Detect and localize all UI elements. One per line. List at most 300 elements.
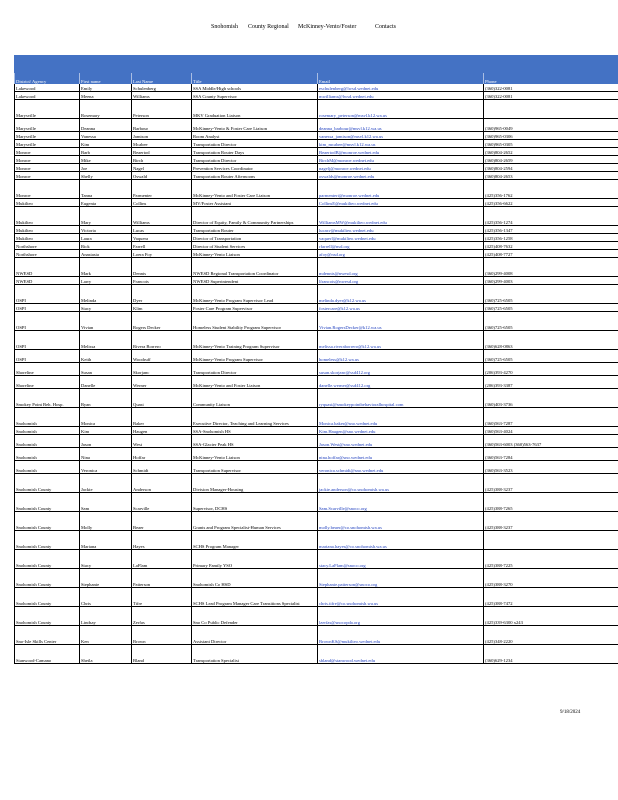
cell-email[interactable]: afoy@nsd.org: [318, 250, 484, 258]
cell-title: Transportation Router: [192, 226, 318, 234]
cell-title: Sno Co Public Defender: [192, 607, 318, 626]
cell-email[interactable]: molly.beaer@co.snohomish.wa.us: [318, 512, 484, 531]
cell-first-name: Emily: [80, 84, 132, 92]
cell-first-name: Stacy: [80, 550, 132, 569]
cell-first-name: Sam: [80, 493, 132, 512]
cell-title: Transportation Director: [192, 140, 318, 148]
table-row: [15, 304, 618, 312]
cell-first-name: Larry: [80, 277, 132, 285]
cell-last-name: Nagel: [132, 164, 192, 172]
cell-agency: Monroe: [15, 156, 80, 164]
cell-last-name: Barbour: [132, 119, 192, 132]
cell-phone: [484, 100, 618, 119]
cell-first-name: Danelle: [80, 376, 132, 389]
contacts-table: [14, 73, 618, 664]
table-row: [15, 250, 618, 258]
cell-phone: (425)408-7727: [484, 250, 618, 258]
cell-phone: (425)356-1347: [484, 226, 618, 234]
cell-email[interactable]: stacy.LaFlam@snoco.org: [318, 550, 484, 569]
table-row: [15, 607, 618, 626]
cell-phone: (360)628-0863: [484, 331, 618, 350]
cell-phone: (425)388-3270: [484, 569, 618, 588]
cell-agency: NWESD: [15, 277, 80, 285]
cell-last-name: Williams: [132, 92, 192, 100]
cell-agency: Monroe: [15, 148, 80, 156]
cell-agency: Monroe: [15, 164, 80, 172]
cell-phone: (206)393-4270: [484, 363, 618, 376]
cell-agency: OSPI: [15, 285, 80, 304]
cell-first-name: Ryan: [80, 389, 132, 408]
cell-agency: Lakewood: [15, 92, 80, 100]
cell-first-name: Sheila: [80, 645, 132, 664]
cell-phone: (360)804-2659: [484, 156, 618, 164]
cell-last-name: Brown: [132, 626, 192, 645]
cell-phone: (360)322-0081: [484, 84, 618, 92]
cell-email[interactable]: veronica.schmidt@sno.wednet.edu: [318, 461, 484, 474]
cell-phone: [484, 531, 618, 550]
col-header-first-name: First name: [80, 73, 132, 84]
cell-phone: (360)299-4003: [484, 277, 618, 285]
cell-last-name: LaFlam: [132, 550, 192, 569]
cell-title: McKinney-Vento Liaison: [192, 250, 318, 258]
cell-first-name: Stacy: [80, 304, 132, 312]
cell-phone: (360)563-4024: [484, 427, 618, 435]
cell-phone: (206)393-3387: [484, 376, 618, 389]
table-row: [15, 234, 618, 242]
table-row: [15, 493, 618, 512]
cell-email[interactable]: rosemary_peterson@msvl.k12.wa.us: [318, 100, 484, 119]
cell-first-name: Jackie: [80, 474, 132, 493]
cell-phone: (360)403-3736: [484, 389, 618, 408]
cell-email[interactable]: Stephanie.patterson@snoco.org: [318, 569, 484, 588]
cell-email[interactable]: nina.hoffar@sno.wednet.edu: [318, 448, 484, 461]
cell-phone: (425)388-7265: [484, 493, 618, 512]
cell-agency: Snohomish County: [15, 531, 80, 550]
cell-agency: Snohomish: [15, 461, 80, 474]
table-row: [15, 389, 618, 408]
table-row: [15, 427, 618, 435]
cell-agency: OSPI: [15, 312, 80, 331]
table-row: [15, 164, 618, 172]
cell-last-name: Hayes: [132, 531, 192, 550]
col-header-phone: Phone: [484, 73, 618, 84]
cell-email[interactable]: jackie.anderson@co.snohomish.wa.us: [318, 474, 484, 493]
cell-last-name: Oswald: [132, 172, 192, 180]
cell-email[interactable]: vanessa_jamison@msvl.k12.wa.us: [318, 132, 484, 140]
cell-last-name: Schulenberg: [132, 84, 192, 92]
cell-title: Supervisor, DCHS: [192, 493, 318, 512]
cell-title: Director of Student Services: [192, 242, 318, 250]
cell-title: SSA-Snohomish HS: [192, 427, 318, 435]
cell-title: SSA County Supervisor: [192, 92, 318, 100]
cell-last-name: Rivera Borrero: [132, 331, 192, 350]
cell-email[interactable]: BirchM@monroe.wednet.edu: [318, 156, 484, 164]
table-row: [15, 350, 618, 363]
cell-email[interactable]: oswalds@monroe.wednet.edu: [318, 172, 484, 180]
cell-first-name: Shelly: [80, 172, 132, 180]
cell-title: Director of Transportation: [192, 234, 318, 242]
cell-title: MV/Foster Assistant: [192, 199, 318, 207]
cell-first-name: Mark: [80, 258, 132, 277]
cell-first-name: Keith: [80, 350, 132, 363]
cell-email[interactable]: rfarrell@nsd.org: [318, 242, 484, 250]
cell-agency: Mukilteo: [15, 226, 80, 234]
cell-title: McKinney-Vento Program Supervisor: [192, 350, 318, 363]
cell-phone: (360)299-4008: [484, 258, 618, 277]
title-part-program: McKinney-Vento/Foster: [298, 24, 357, 30]
cell-agency: Marysville: [15, 132, 80, 140]
cell-email[interactable]: CollinsE@mukilteo.wednet.edu: [318, 199, 484, 207]
cell-phone: (360)725-6505: [484, 285, 618, 304]
cell-agency: Snohomish: [15, 408, 80, 427]
table-row: [15, 474, 618, 493]
cell-first-name: Susan: [80, 363, 132, 376]
cell-last-name: Tifre: [132, 588, 192, 607]
cell-first-name: Joe: [80, 164, 132, 172]
cell-phone: (360)563-7284: [484, 448, 618, 461]
cell-phone: (425)388-7472: [484, 588, 618, 607]
cell-phone: (360)563-7287: [484, 408, 618, 427]
cell-last-name: Hoffar: [132, 448, 192, 461]
cell-last-name: Farrell: [132, 242, 192, 250]
title-part-region: County Regional: [248, 24, 289, 30]
cell-agency: Marysville: [15, 140, 80, 148]
cell-email[interactable]: deanna_barbour@msvl.k12.wa.us: [318, 119, 484, 132]
cell-last-name: Birch: [132, 156, 192, 164]
cell-agency: Snohomish: [15, 448, 80, 461]
cell-title: Assistant Director: [192, 626, 318, 645]
cell-first-name: Kim: [80, 140, 132, 148]
cell-email[interactable]: mdennis@nwesd.org: [318, 258, 484, 277]
cell-agency: Mukilteo: [15, 234, 80, 242]
cell-first-name: Vivian: [80, 312, 132, 331]
cell-first-name: Melissa: [80, 331, 132, 350]
table-row: [15, 550, 618, 569]
cell-title: Room Analyst: [192, 132, 318, 140]
table-row: [15, 645, 618, 664]
cell-agency: Northshore: [15, 250, 80, 258]
col-header-email: Email: [318, 73, 484, 84]
table-row: [15, 180, 618, 199]
cell-first-name: Jason: [80, 435, 132, 448]
table-row: [15, 588, 618, 607]
cell-email[interactable]: kim_mcabee@msvl.k12.wa.us: [318, 140, 484, 148]
cell-agency: Smokey Point Beh. Hosp.: [15, 389, 80, 408]
cell-phone: (425)408-7632: [484, 242, 618, 250]
table-body: [15, 84, 618, 664]
cell-title: Snohomish Co HSD: [192, 569, 318, 588]
cell-title: Transportation Director: [192, 156, 318, 164]
cell-agency: Marysville: [15, 119, 80, 132]
table-row: [15, 199, 618, 207]
cell-title: Transportation Supervisor: [192, 461, 318, 474]
cell-last-name: Francois: [132, 277, 192, 285]
cell-title: Prevention Services Coordinator: [192, 164, 318, 172]
cell-last-name: Loera Foy: [132, 250, 192, 258]
col-header-last-name: Last Name: [132, 73, 192, 84]
cell-first-name: Monica: [80, 408, 132, 427]
cell-last-name: Parmenter: [132, 180, 192, 199]
cell-last-name: Scarville: [132, 493, 192, 512]
cell-email[interactable]: Kim.Haugen@sno.wednet.edu: [318, 427, 484, 435]
table-row: [15, 207, 618, 226]
cell-email[interactable]: homeless@k12.wa.us: [318, 350, 484, 363]
cell-first-name: Veronica: [80, 461, 132, 474]
cell-agency: Snohomish County: [15, 493, 80, 512]
page-title: [0, 24, 618, 34]
cell-last-name: Woodruff: [132, 350, 192, 363]
table-row: [15, 172, 618, 180]
cell-email[interactable]: susan.skorjanc@ssd412.org: [318, 363, 484, 376]
cell-title: NWESD Superintendent: [192, 277, 318, 285]
cell-title: SCHS Lead Program Manager Care Transitions Specialist: [192, 588, 318, 607]
cell-first-name: Anastasia: [80, 250, 132, 258]
cell-last-name: Peterson: [132, 100, 192, 119]
cell-email[interactable]: BrownKS@mukilteo.wednet.edu: [318, 626, 484, 645]
cell-last-name: Collins: [132, 199, 192, 207]
cell-agency: Snohomish County: [15, 512, 80, 531]
cell-phone: (360)322-0081: [484, 92, 618, 100]
cell-phone: (425)356-1762: [484, 180, 618, 199]
table-row: [15, 512, 618, 531]
cell-agency: OSPI: [15, 350, 80, 363]
cell-last-name: Rogers Decker: [132, 312, 192, 331]
cell-title: Homeless Student Stability Program Supervisor: [192, 312, 318, 331]
cell-agency: Mukilteo: [15, 207, 80, 226]
cell-title: Transportation Router Days: [192, 148, 318, 156]
cell-email[interactable]: mwilliams@lwsd.wednet.edu: [318, 92, 484, 100]
cell-phone: (425)388-7225: [484, 550, 618, 569]
cell-last-name: Lucas: [132, 226, 192, 234]
cell-last-name: Haugen: [132, 427, 192, 435]
table-row: [15, 132, 618, 140]
cell-agency: OSPI: [15, 304, 80, 312]
cell-title: NWESD Regional Transportation Coordinator: [192, 258, 318, 277]
cell-title: SSA-Glacier Peak HS: [192, 435, 318, 448]
cell-first-name: Barb: [80, 148, 132, 156]
cell-agency: Snohomish: [15, 427, 80, 435]
cell-phone: (360)965-0305: [484, 140, 618, 148]
cell-email[interactable]: WilliamsMW@mukilteo.wednet.edu: [318, 207, 484, 226]
cell-agency: Lakewood: [15, 84, 80, 92]
table-row: [15, 258, 618, 277]
cell-phone: (360)804-2652: [484, 148, 618, 156]
cell-agency: OSPI: [15, 331, 80, 350]
cell-agency: Snohomish: [15, 435, 80, 448]
table-header-row: [15, 73, 618, 84]
cell-agency: Shoreline: [15, 376, 80, 389]
cell-first-name: Victoria: [80, 226, 132, 234]
cell-first-name: Eugenia: [80, 199, 132, 207]
cell-email[interactable]: danelle.werner@ssd412.org: [318, 376, 484, 389]
table-row: [15, 569, 618, 588]
cell-last-name: Schmidt: [132, 461, 192, 474]
cell-title: Foster Care Program Supervisor: [192, 304, 318, 312]
cell-email[interactable]: lzerfas@snocopda.org: [318, 607, 484, 626]
table-row: [15, 435, 618, 448]
table-row: [15, 626, 618, 645]
cell-title: McKinney-Vento and Foster Liaison: [192, 376, 318, 389]
cell-first-name: Tanna: [80, 180, 132, 199]
cell-phone: (425)356-1258: [484, 234, 618, 242]
cell-first-name: Ken: [80, 626, 132, 645]
table-row: [15, 92, 618, 100]
cell-title: Transportation Director: [192, 363, 318, 376]
cell-last-name: Vaquera: [132, 234, 192, 242]
cell-agency: Snohomish County: [15, 607, 80, 626]
table-row: [15, 376, 618, 389]
title-part-agency: Snohomish: [211, 24, 239, 30]
cell-phone: (425)356-6622: [484, 199, 618, 207]
cell-title: McKinney-Vento and Foster Care Liaison: [192, 180, 318, 199]
cell-email[interactable]: mariana.hayes@co.snohomish.wa.us: [318, 531, 484, 550]
cell-title: Primary Family YSO: [192, 550, 318, 569]
cell-first-name: Kim: [80, 427, 132, 435]
cell-first-name: Mary: [80, 207, 132, 226]
cell-phone: (425)356-1274: [484, 207, 618, 226]
cell-agency: Snohomish County: [15, 474, 80, 493]
cell-first-name: Rosemary: [80, 100, 132, 119]
cell-title: McKinney-Vento Training Program Supervisor: [192, 331, 318, 350]
cell-agency: Snohomish County: [15, 588, 80, 607]
cell-first-name: Deanna: [80, 119, 132, 132]
cell-agency: Monroe: [15, 180, 80, 199]
cell-last-name: Mcabee: [132, 140, 192, 148]
table-row: [15, 140, 618, 148]
cell-last-name: Jamison: [132, 132, 192, 140]
cell-email[interactable]: melissa.riveraborrero@k12.wa.us: [318, 331, 484, 350]
cell-last-name: Williams: [132, 207, 192, 226]
table-row: [15, 408, 618, 427]
cell-agency: Snohomish County: [15, 569, 80, 588]
table-row: [15, 226, 618, 234]
cell-email[interactable]: chris.tifre@co.snohomish.wa.us: [318, 588, 484, 607]
cell-last-name: Klim: [132, 304, 192, 312]
cell-phone: (360)725-6505: [484, 350, 618, 363]
table-row: [15, 312, 618, 331]
cell-first-name: Rick: [80, 242, 132, 250]
cell-email[interactable]: Vivian.RogersDecker@k12.wa.us: [318, 312, 484, 331]
cell-agency: Stanwood-Camano: [15, 645, 80, 664]
table-row: [15, 461, 618, 474]
cell-last-name: Zerfas: [132, 607, 192, 626]
cell-email[interactable]: lfrancois@nwesd.org: [318, 277, 484, 285]
cell-title: SSA Middle/High schools: [192, 84, 318, 92]
table-row: [15, 84, 618, 92]
cell-title: Director of Equity, Family & Community Partnerships: [192, 207, 318, 226]
cell-first-name: Laura: [80, 234, 132, 242]
table-row: [15, 100, 618, 119]
cell-phone: (360)804-2594: [484, 164, 618, 172]
cell-email[interactable]: ryquast@smokeypointbehavioralhospital.com: [318, 389, 484, 408]
cell-email[interactable]: nagelj@monroe.wednet.edu: [318, 164, 484, 172]
cell-email[interactable]: vaquerl@mukilteo.wednet.edu: [318, 234, 484, 242]
cell-email[interactable]: BeaertodB@monroe.wednet.edu: [318, 148, 484, 156]
cell-title: Grants and Program Specialist-Human Services: [192, 512, 318, 531]
table-row: [15, 531, 618, 550]
cell-last-name: Werner: [132, 376, 192, 389]
cell-first-name: Melinda: [80, 285, 132, 304]
cell-last-name: Patterson: [132, 569, 192, 588]
cell-title: MKV Graduation Liaison: [192, 100, 318, 119]
cell-email[interactable]: Jason.West@sno.wednet.edu: [318, 435, 484, 448]
cell-title: SCHS Program Manager: [192, 531, 318, 550]
cell-last-name: Dennis: [132, 258, 192, 277]
cell-email[interactable]: Monica.baker@sno.wednet.edu: [318, 408, 484, 427]
cell-agency: NWESD: [15, 258, 80, 277]
title-part-contacts: Contacts: [375, 24, 396, 30]
cell-last-name: Baker: [132, 408, 192, 427]
cell-agency: Monroe: [15, 172, 80, 180]
cell-agency: Snohomish County: [15, 550, 80, 569]
cell-first-name: Mariana: [80, 531, 132, 550]
cell-phone: (360)725-6505: [484, 312, 618, 331]
cell-agency: Sno-Isle Skills Center: [15, 626, 80, 645]
cell-title: McKinney-Vento Program Supervisor Lead: [192, 285, 318, 304]
cell-email[interactable]: lucasv@mukilteo.wednet.edu: [318, 226, 484, 234]
cell-last-name: Beaertod: [132, 148, 192, 156]
cell-email[interactable]: eschulenberg@lwsd.wednet.edu: [318, 84, 484, 92]
cell-first-name: Chris: [80, 588, 132, 607]
cell-title: McKinney-Vento Liaison: [192, 448, 318, 461]
cell-first-name: Nina: [80, 448, 132, 461]
cell-email[interactable]: parmentert@monroe.wednet.edu: [318, 180, 484, 199]
cell-phone: (360)965-0306: [484, 132, 618, 140]
cell-last-name: Anderson: [132, 474, 192, 493]
cell-last-name: Skorjanc: [132, 363, 192, 376]
cell-last-name: Bland: [132, 645, 192, 664]
table-row: [15, 119, 618, 132]
table-row: [15, 363, 618, 376]
cell-email[interactable]: sbland@stanwood.wednet.edu: [318, 645, 484, 664]
cell-first-name: Vanessa: [80, 132, 132, 140]
table-row: [15, 156, 618, 164]
cell-title: Division Manager-Housing: [192, 474, 318, 493]
cell-first-name: Molly: [80, 512, 132, 531]
cell-last-name: Quast: [132, 389, 192, 408]
cell-phone: (360)804-2653: [484, 172, 618, 180]
table-row: [15, 148, 618, 156]
cell-agency: Shoreline: [15, 363, 80, 376]
cell-phone: (425)339-6300 x243: [484, 607, 618, 626]
cell-phone: (360)965-0049: [484, 119, 618, 132]
cell-email[interactable]: Sam.Scarville@snoco.org: [318, 493, 484, 512]
cell-first-name: Lindsay: [80, 607, 132, 626]
cell-phone: (360)563-3523: [484, 461, 618, 474]
col-header-title: Title: [192, 73, 318, 84]
cell-agency: Marysville: [15, 100, 80, 119]
cell-first-name: Meena: [80, 92, 132, 100]
cell-first-name: Mike: [80, 156, 132, 164]
cell-last-name: West: [132, 435, 192, 448]
table-row: [15, 277, 618, 285]
table-row: [15, 242, 618, 250]
cell-last-name: Beaer: [132, 512, 192, 531]
footer-date: 9/18/2024: [560, 710, 581, 715]
cell-email[interactable]: fostercare@k12.wa.us: [318, 304, 484, 312]
cell-title: Executive Director, Teaching and Learning Services: [192, 408, 318, 427]
cell-title: Transportation Specialist: [192, 645, 318, 664]
cell-title: Transportation Router Afternoons: [192, 172, 318, 180]
cell-first-name: Stephanie: [80, 569, 132, 588]
table-row: [15, 448, 618, 461]
cell-phone: (360)563-6003 (360)563-7637: [484, 435, 618, 448]
cell-phone: (360)725-6505: [484, 304, 618, 312]
cell-phone: (425)348-2220: [484, 626, 618, 645]
cell-email[interactable]: melinda.dyer@k12.wa.us: [318, 285, 484, 304]
cell-phone: (425)388-3237: [484, 512, 618, 531]
cell-last-name: Dyer: [132, 285, 192, 304]
